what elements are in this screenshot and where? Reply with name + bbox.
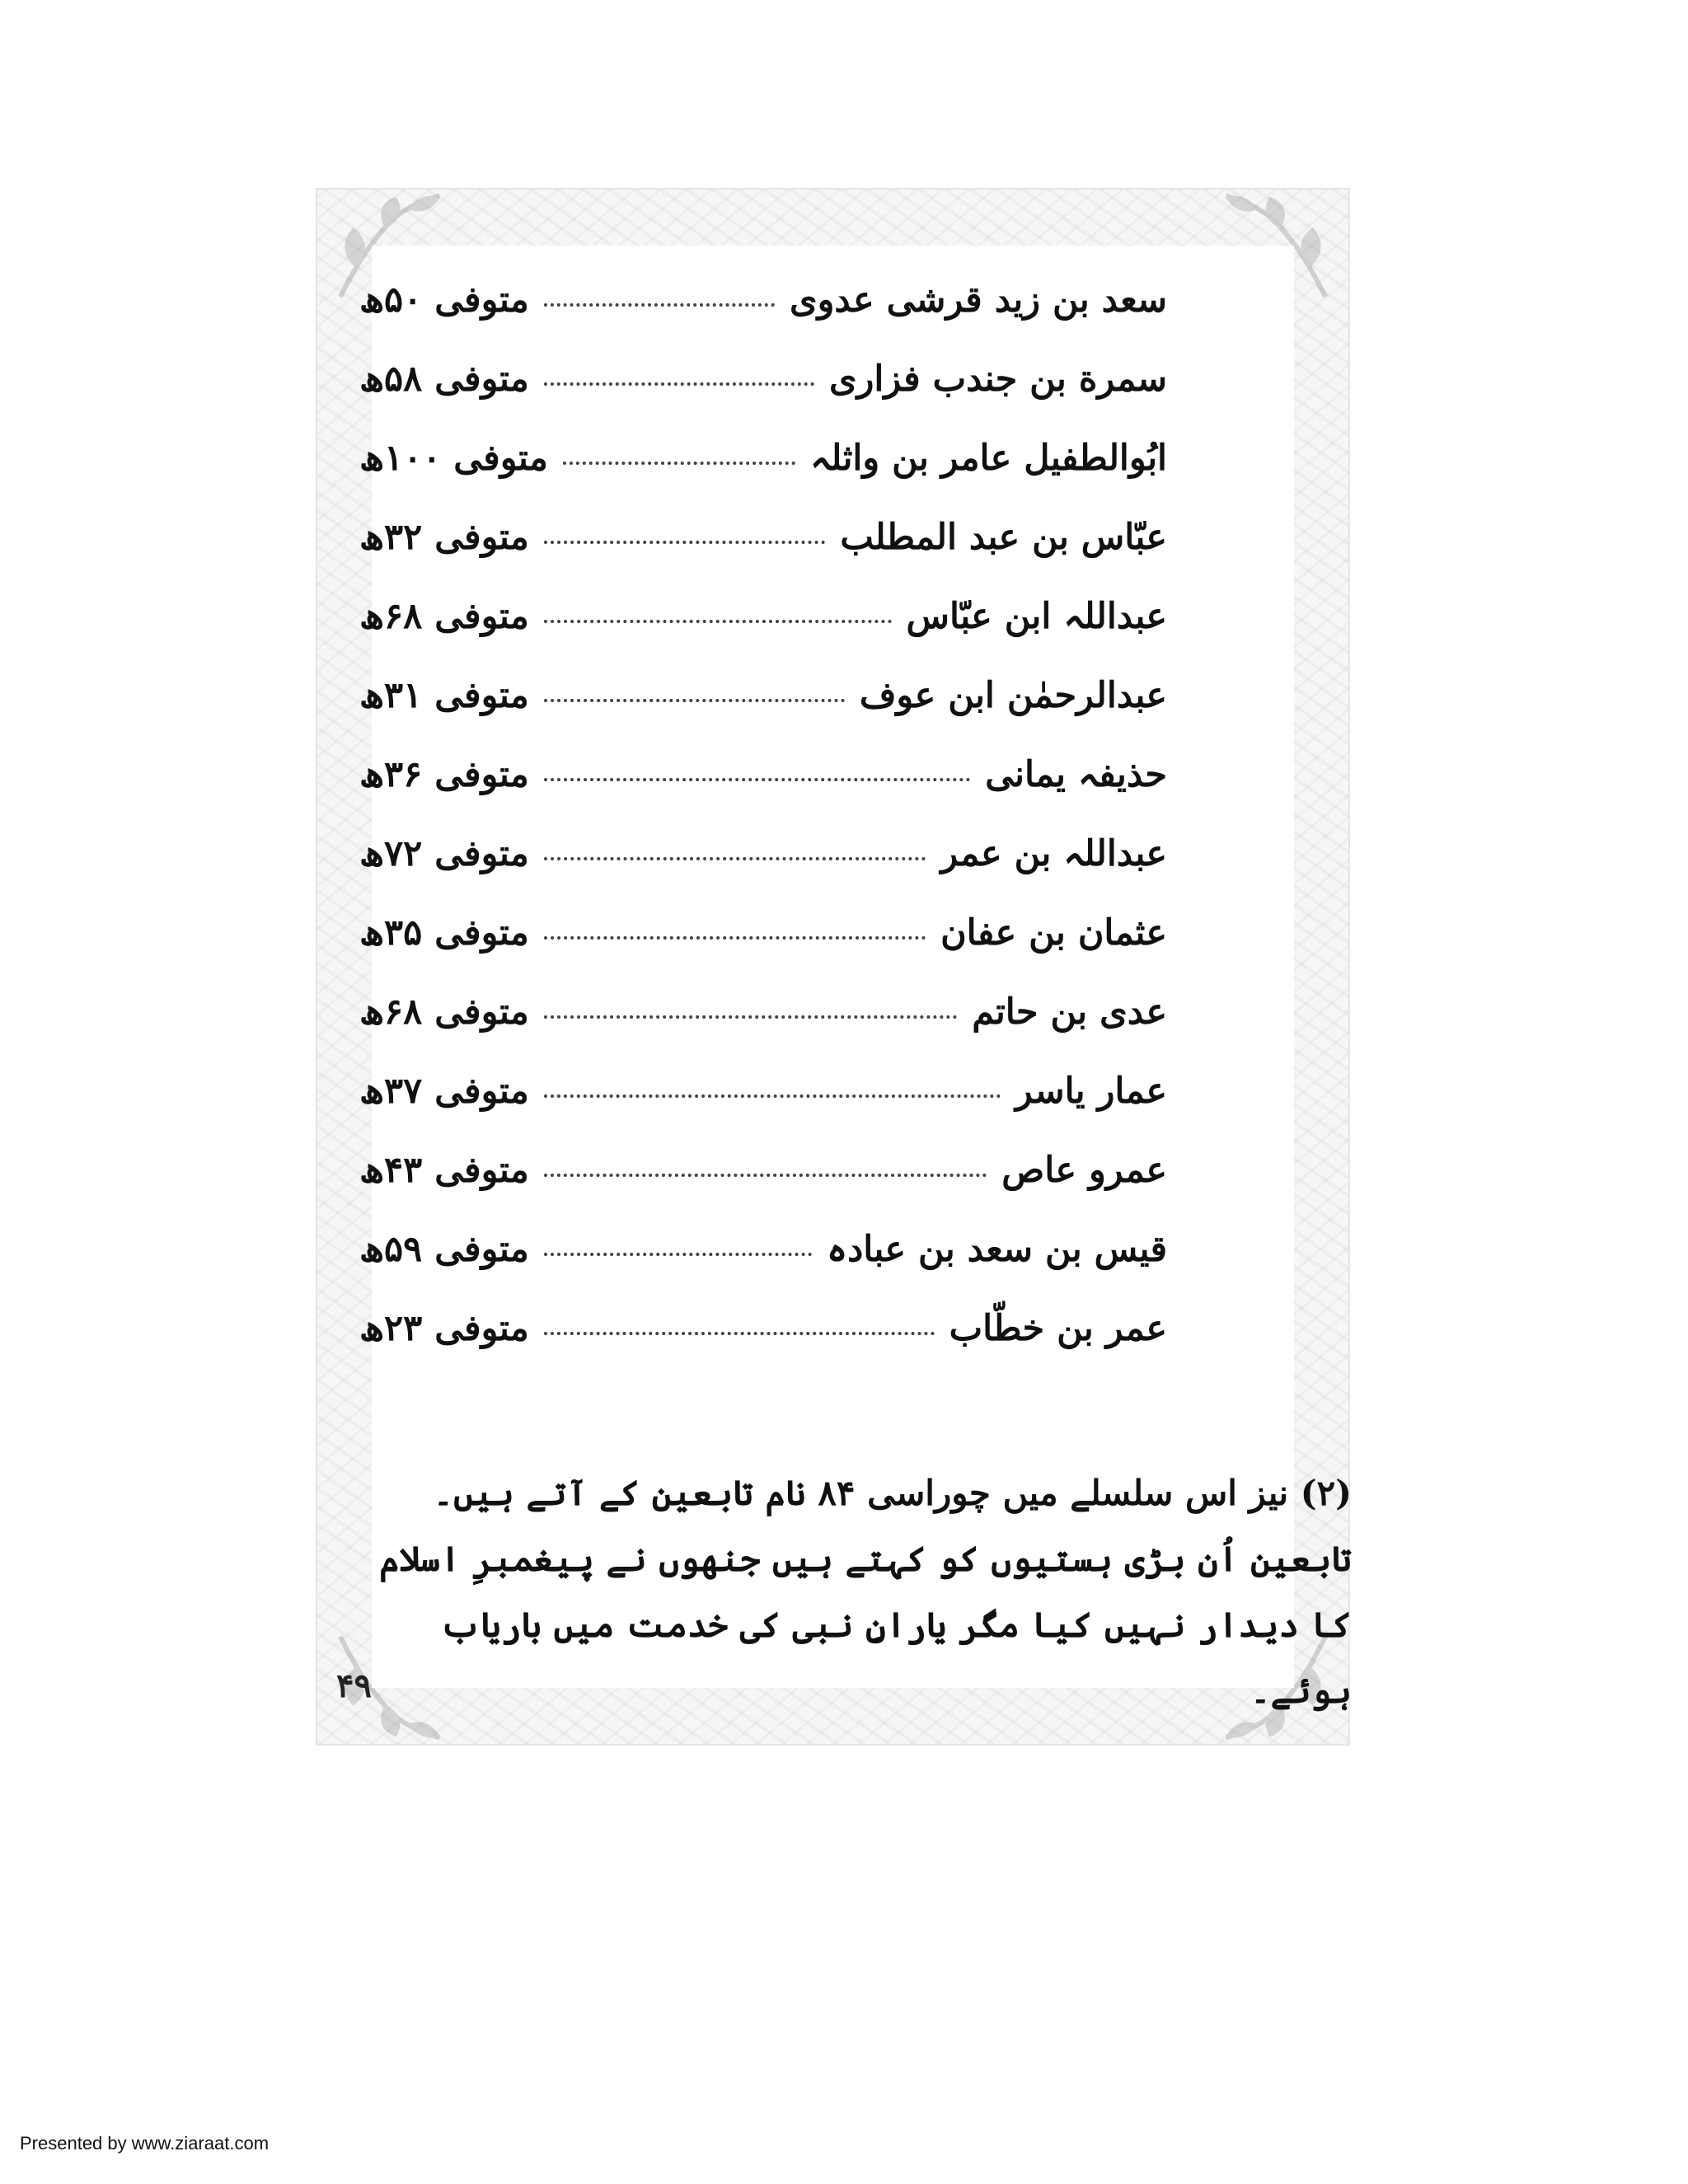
list-item: [359, 656, 1167, 735]
dotted-leader: [544, 541, 825, 544]
companion-name: عبدالرحمٰن ابن عوف: [859, 674, 1167, 716]
death-year: متوفی ۴۳ھ: [359, 1149, 529, 1191]
list-item: [359, 1131, 1167, 1210]
companion-name: ابُوالطفیل عامر بن واثلہ: [810, 437, 1167, 479]
footnote-paragraph: (۲) نیز اس سلسلے میں چوراسی ۸۴ نام تابعین کے آتے ہیں۔ تابعین اُن بڑی ہستیوں کو کہتے ہیں جنھوں نے پیغمبرِ اسلام کا دیدار نہیں کیا مگر یارانِ نبی کی خدمت میں باریاب ہوئے۔: [379, 1473, 1352, 1711]
death-year: متوفی ۵۰ھ: [359, 279, 529, 321]
companions-list: [359, 260, 1167, 1368]
companion-name: سمرة بن جندب فزاری: [828, 358, 1167, 400]
dotted-leader: [544, 1253, 812, 1256]
death-year: متوفی ۲۳ھ: [359, 1307, 529, 1349]
companion-name: حذیفہ یمانی: [985, 753, 1167, 795]
list-item: [359, 340, 1167, 419]
dotted-leader: [544, 1015, 957, 1019]
dotted-leader: [544, 1094, 1001, 1098]
death-year: متوفی ۱۰۰ھ: [359, 437, 548, 479]
death-year: متوفی ۳۷ھ: [359, 1070, 529, 1112]
list-item: [359, 498, 1167, 577]
dotted-leader: [544, 857, 926, 860]
companion-name: سعد بن زید قرشی عدوی: [789, 279, 1167, 321]
list-item: [359, 735, 1167, 814]
companion-name: عمار یاسر: [1015, 1070, 1167, 1112]
dotted-leader: [544, 699, 845, 702]
death-year: متوفی ۵۹ھ: [359, 1228, 529, 1270]
companion-name: عثمان بن عفان: [940, 912, 1167, 954]
list-item: [359, 972, 1167, 1052]
list-item: [359, 1210, 1167, 1289]
dotted-leader: [544, 620, 892, 623]
dotted-leader: [544, 936, 926, 940]
dotted-leader: [544, 1174, 987, 1177]
death-year: متوفی ۷۲ھ: [359, 832, 529, 874]
companion-name: عدی بن حاتم: [972, 991, 1167, 1033]
companion-name: عبداللہ بن عمر: [940, 832, 1167, 874]
dotted-leader: [544, 778, 970, 781]
companion-name: عمرو عاص: [1001, 1149, 1167, 1191]
death-year: متوفی ۳۶ھ: [359, 753, 529, 795]
companion-name: قیس بن سعد بن عبادہ: [826, 1228, 1167, 1270]
list-item: [359, 814, 1167, 893]
companion-name: عبّاس بن عبد المطلب: [840, 516, 1167, 558]
death-year: متوفی ۳۱ھ: [359, 674, 529, 716]
dotted-leader: [544, 1332, 935, 1335]
list-item: [359, 1289, 1167, 1368]
companion-name: عبداللہ ابن عبّاس: [906, 595, 1167, 637]
page-number: ۴۹: [336, 1666, 372, 1705]
death-year: متوفی ۳۲ھ: [359, 516, 529, 558]
death-year: متوفی ۳۵ھ: [359, 912, 529, 954]
presented-by-text: Presented by www.ziaraat.com: [20, 2133, 270, 2154]
list-item: [359, 1052, 1167, 1131]
list-item: [359, 260, 1167, 340]
list-item: [359, 419, 1167, 498]
dotted-leader: [544, 303, 775, 307]
list-item: [359, 577, 1167, 656]
death-year: متوفی ۶۸ھ: [359, 595, 529, 637]
dotted-leader: [563, 462, 795, 465]
companion-name: عمر بن خطّاب: [949, 1307, 1167, 1349]
list-item: [359, 893, 1167, 972]
death-year: متوفی ۵۸ھ: [359, 358, 529, 400]
dotted-leader: [544, 382, 814, 386]
death-year: متوفی ۶۸ھ: [359, 991, 529, 1033]
